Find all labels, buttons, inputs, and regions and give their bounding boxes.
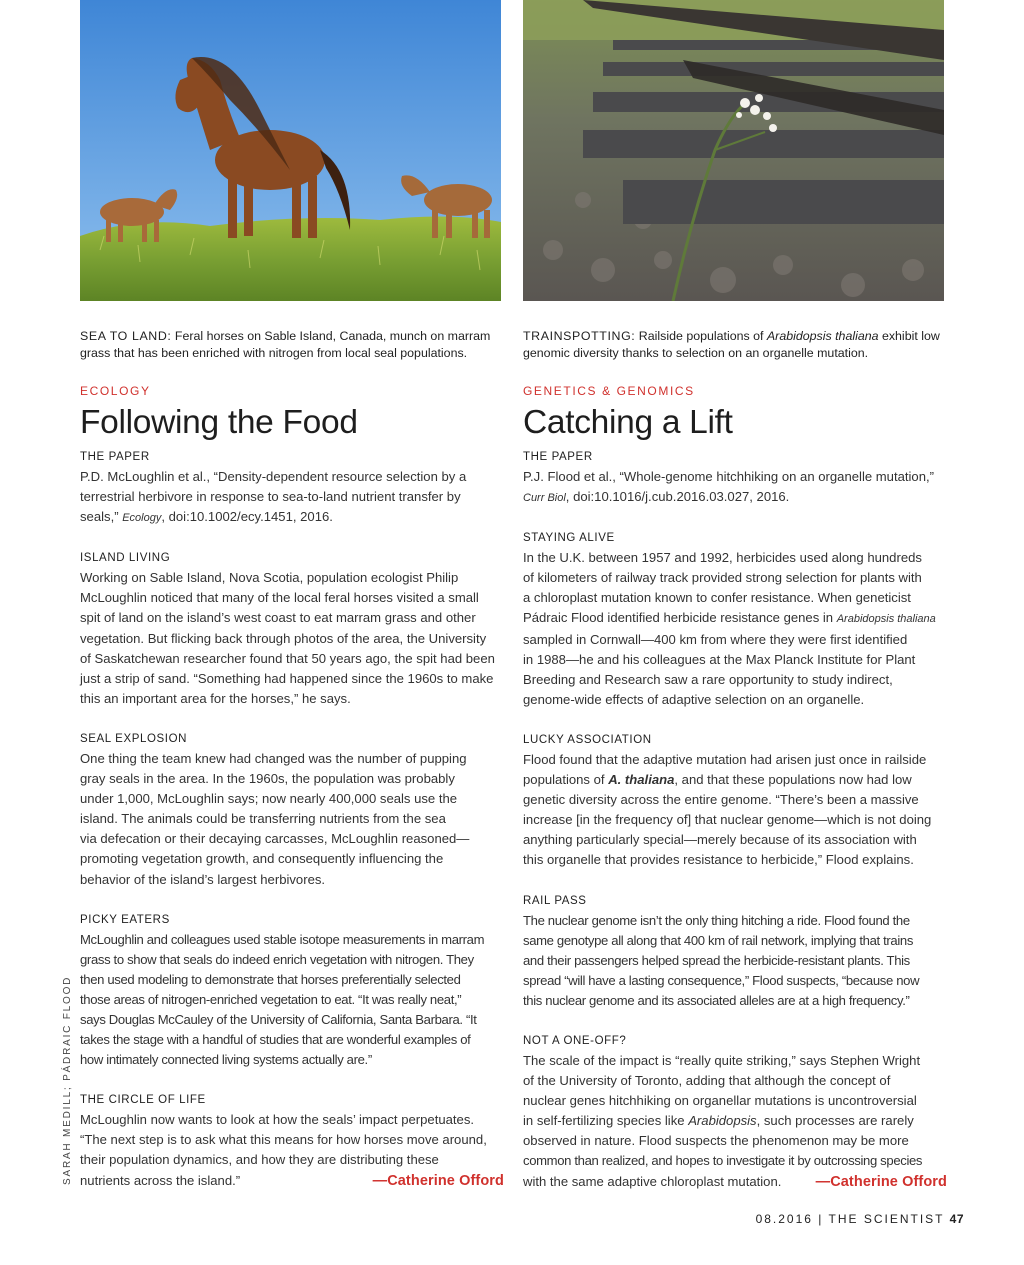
paper-heading: THE PAPER — [523, 451, 593, 463]
article-following-the-food — [80, 328, 504, 1191]
photo-caption: SEA TO LAND: Feral horses on Sable Island, Canada, munch on marram grass that has been enriched with nitrogen from local seal populations. — [80, 329, 491, 360]
author-signature: —Catherine Offord — [372, 1172, 504, 1189]
subhead-seal-explosion: SEAL EXPLOSION — [80, 732, 188, 745]
paragraph-circle-of-life: McLoughlin now wants to look at how the seals’ impact perpetuates. “The next step is to ask what this means for how horses move around, their population dynamics, and how they are distributing these nutrients across the island.” —Catherine Offord — [80, 1110, 504, 1190]
author-signature: —Catherine Offord — [815, 1173, 947, 1190]
paragraph-seal-explosion: One thing the team knew had changed was the number of pupping gray seals in the area. In the 1960s, the population was probably under 1,000, McLoughlin says; now nearly 400,000 seals use the island. The animals could be transferring nutrients from the sea via defecation or their decaying carcasses, McLoughlin reasoned— promoting vegetation growth, and consequently influencing the behavior of the island’s largest herbivores. — [80, 750, 470, 887]
page-footer: 08.2016 | THE SCIENTIST 47 — [755, 1212, 964, 1226]
subhead-not-a-one-off: NOT A ONE-OFF? — [523, 1034, 627, 1047]
railway-flower-photo — [523, 0, 944, 301]
article-headline: Following the Food — [80, 404, 358, 441]
paragraph-island-living: Working on Sable Island, Nova Scotia, population ecologist Philip McLoughlin noticed that many of the local feral horses visited a small spit of land on the island’s west coast to eat marram grass and other vegetation. But flicking back through photos of the area, the University of Saskatchewan researcher found that 50 years ago, the spit had been just a strip of sand. “Something had happened since the 1960s to make this an important area for the horses,” he says. — [80, 570, 495, 706]
paper-citation: P.J. Flood et al., “Whole-genome hitchhiking on an organelle mutation,” Curr Biol, doi:10.1016/j.cub.2016.03.027, 2016. — [523, 469, 934, 505]
photo-caption: TRAINSPOTTING: Railside populations of Arabidopsis thaliana exhibit low genomic diversity thanks to selection on an organelle mutation. — [523, 329, 940, 360]
subhead-lucky-association: LUCKY ASSOCIATION — [523, 733, 652, 746]
section-label: ECOLOGY — [80, 384, 151, 398]
subhead-circle-of-life: THE CIRCLE OF LIFE — [80, 1094, 206, 1107]
paragraph-rail-pass: The nuclear genome isn’t the only thing hitching a ride. Flood found the same genotype all along that 400 km of rail network, implying that trains and their passengers helped spread the herbicide-resistant plants. This spread “will have a lasting consequence,” Flood suspects, “because now this nuclear genome and its associated alleles are at a high frequency.” — [523, 912, 920, 1008]
paper-citation: P.D. McLoughlin et al., “Density-dependent resource selection by a terrestrial herbivore in response to sea-to-land nutrient transfer by seals,” Ecology, doi:10.1002/ecy.1451, 2016. — [80, 469, 467, 525]
subhead-staying-alive: STAYING ALIVE — [523, 532, 615, 545]
section-label: GENETICS & GENOMICS — [523, 384, 695, 398]
article-headline: Catching a Lift — [523, 404, 733, 441]
subhead-island-living: ISLAND LIVING — [80, 552, 171, 565]
subhead-rail-pass: RAIL PASS — [523, 894, 587, 907]
subhead-picky-eaters: PICKY EATERS — [80, 913, 170, 926]
article-catching-a-lift — [523, 328, 947, 1192]
photo-credit: SARAH MEDILL; PÁDRAIC FLOOD — [62, 975, 73, 1185]
page-number: 47 — [949, 1212, 964, 1226]
horses-photo — [80, 0, 501, 301]
paragraph-picky-eaters: McLoughlin and colleagues used stable isotope measurements in marram grass to show that seals do indeed enrich vegetation with nitrogen. They then used modeling to demonstrate that horses preferentially selected those areas of nitrogen-enriched vegetation to eat. “It was really neat,” says Douglas McCauley of the University of California, Santa Barbara. “It takes the stage with a handful of studies that are wonderful examples of how intimately connected living systems actually are.” — [80, 931, 485, 1068]
paper-heading: THE PAPER — [80, 451, 150, 463]
paragraph-not-a-one-off: The scale of the impact is “really quite striking,” says Stephen Wright of the University of Toronto, adding that although the concept of nuclear genes hitchhiking on organellar mutations is uncontroversial in self-fertilizing species like Arabidopsis, such processes are rarely observed in nature. Flood suspects the phenomenon may be more common than realized, and hopes to investigate it by outcrossing species with the same adaptive chloroplast mutation. —Catherine Offord — [523, 1051, 947, 1192]
paragraph-staying-alive: In the U.K. between 1957 and 1992, herbicides used along hundreds of kilometers of railway track provided strong selection for plants with a chloroplast mutation known to confer resistance. When geneticist Pádraic Flood identified herbicide resistance genes in Arabidopsis thaliana sampled in Cornwall—400 km from where they were first identified in 1988—he and his colleagues at the Max Planck Institute for Plant Breeding and Research saw a rare opportunity to study indirect, genome-wide effects of adaptive selection on an organelle. — [523, 550, 936, 707]
paragraph-lucky-association: Flood found that the adaptive mutation had arisen just once in railside populations of A. thaliana, and that these populations now had low genetic diversity across the entire genome. “There’s been a massive increase [in the frequency of] that nuclear genome—which is not doing anything particularly special—merely because of its association with this organelle that provides resistance to herbicide,” Flood explains. — [523, 751, 932, 868]
